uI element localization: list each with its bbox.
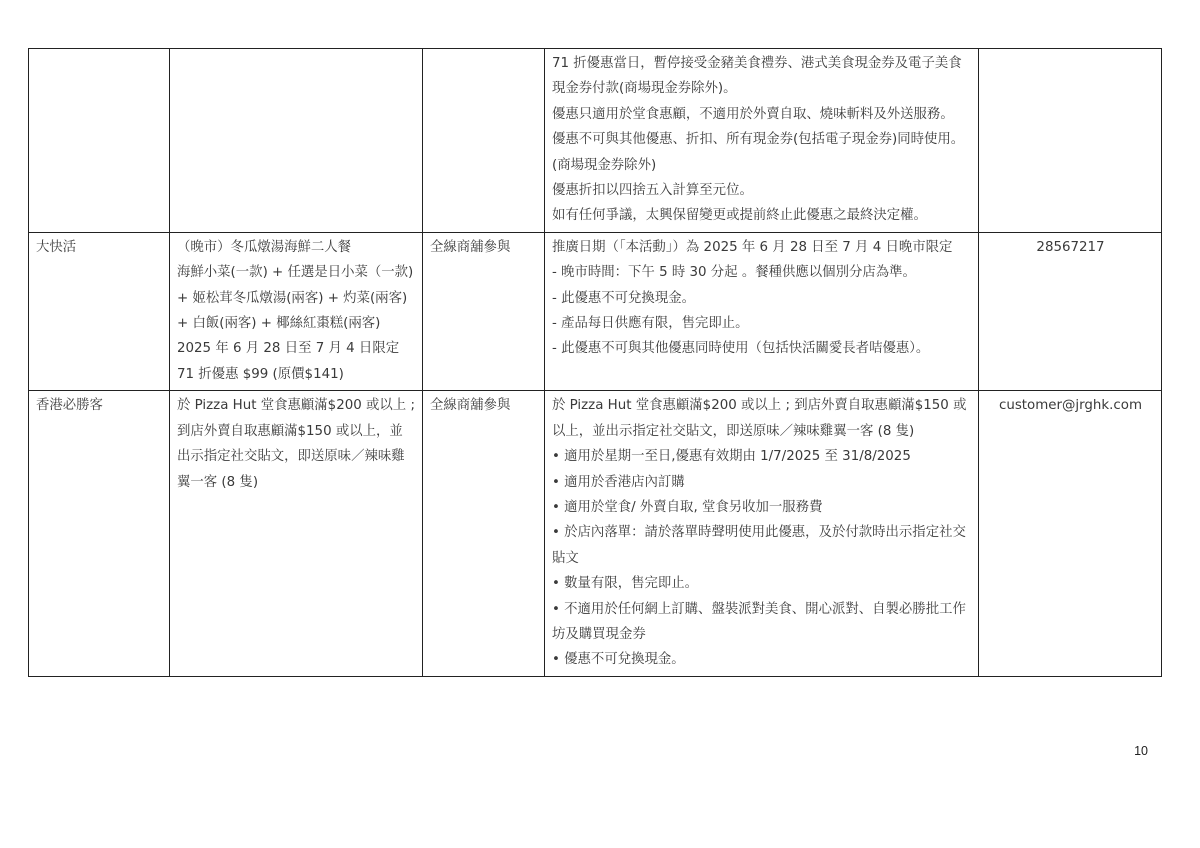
offers-table [28,48,1162,677]
terms-line: 如有任何爭議，太興保留變更或提前終止此優惠之最終決定權。 [552,208,927,224]
contact-cell: customer@jrghk.com [979,391,1162,676]
terms-line: 推廣日期（「本活動」）為 2025 年 6 月 28 日至 7 月 4 日晚市限定 [552,239,953,255]
offer-line: （晚市）冬瓜燉湯海鮮二人餐 [177,239,352,255]
terms-line: 71 折優惠當日，暫停接受金豬美食禮券、港式美食現金券及電子美食現金券付款(商場現金券除外)。 [552,56,962,97]
page-number: 10 [1134,744,1148,758]
offer-cell [170,232,423,390]
offer-cell [170,391,423,676]
table-row [29,232,1162,390]
offer-line: 2025 年 6 月 28 日至 7 月 4 日限定 [177,341,400,357]
terms-line: • 適用於堂食/ 外賣自取, 堂食另收加一服務費 [552,499,823,515]
terms-line: - 此優惠不可與其他優惠同時使用（包括快活關愛長者咭優惠）。 [552,341,930,357]
terms-cell [545,391,979,676]
offer-cell [170,49,423,233]
outlets-cell: 全線商舖參與 [423,232,545,390]
terms-line: • 適用於星期一至日,優惠有效期由 1/7/2025 至 31/8/2025 [552,449,911,465]
offers-table-body [29,49,1162,677]
offer-line: 海鮮小菜(一款) + 任選是日小菜（一款) + 姬松茸冬瓜燉湯(兩客) + 灼菜(兩客) + 白飯(兩客) + 椰絲紅棗糕(兩客) [177,265,414,332]
terms-line: 於 Pizza Hut 堂食惠顧滿$200 或以上 ; 到店外賣自取惠顧滿$150 或以上，並出示指定社交貼文，即送原味／辣味雞翼一客 (8 隻) [552,398,967,439]
table-row [29,49,1162,233]
terms-line: • 適用於香港店內訂購 [552,474,685,490]
terms-line: 優惠只適用於堂食惠顧，不適用於外賣自取、燒味斬料及外送服務。 [552,106,954,122]
contact-cell: 28567217 [979,232,1162,390]
terms-line: • 於店內落單：請於落單時聲明使用此優惠，及於付款時出示指定社交貼文 [552,525,966,566]
terms-line: • 數量有限，售完即止。 [552,576,699,592]
contact-cell [979,49,1162,233]
offer-line: 於 Pizza Hut 堂食惠顧滿$200 或以上 ; 到店外賣自取惠顧滿$150 或以上，並出示指定社交貼文，即送原味／辣味雞翼一客 (8 隻) [177,398,415,490]
table-row [29,391,1162,676]
terms-line: - 產品每日供應有限，售完即止。 [552,316,749,332]
terms-line: - 晚市時間：下午 5 時 30 分起 。餐種供應以個別分店為準。 [552,265,916,281]
terms-line: 優惠折扣以四捨五入計算至元位。 [552,183,753,199]
offer-line: 71 折優惠 $99 (原價$141) [177,366,344,382]
brand-cell: 大快活 [29,232,170,390]
outlets-cell: 全線商舖參與 [423,391,545,676]
terms-line: - 此優惠不可兌換現金。 [552,290,695,306]
terms-line: • 不適用於任何網上訂購、盤裝派對美食、開心派對、自製必勝批工作坊及購買現金券 [552,601,966,642]
terms-cell [545,232,979,390]
brand-cell: 香港必勝客 [29,391,170,676]
brand-cell [29,49,170,233]
outlets-cell [423,49,545,233]
terms-line: • 優惠不可兌換現金。 [552,652,685,668]
terms-line: 優惠不可與其他優惠、折扣、所有現金券(包括電子現金券)同時使用。(商場現金券除外) [552,132,965,173]
terms-cell [545,49,979,233]
